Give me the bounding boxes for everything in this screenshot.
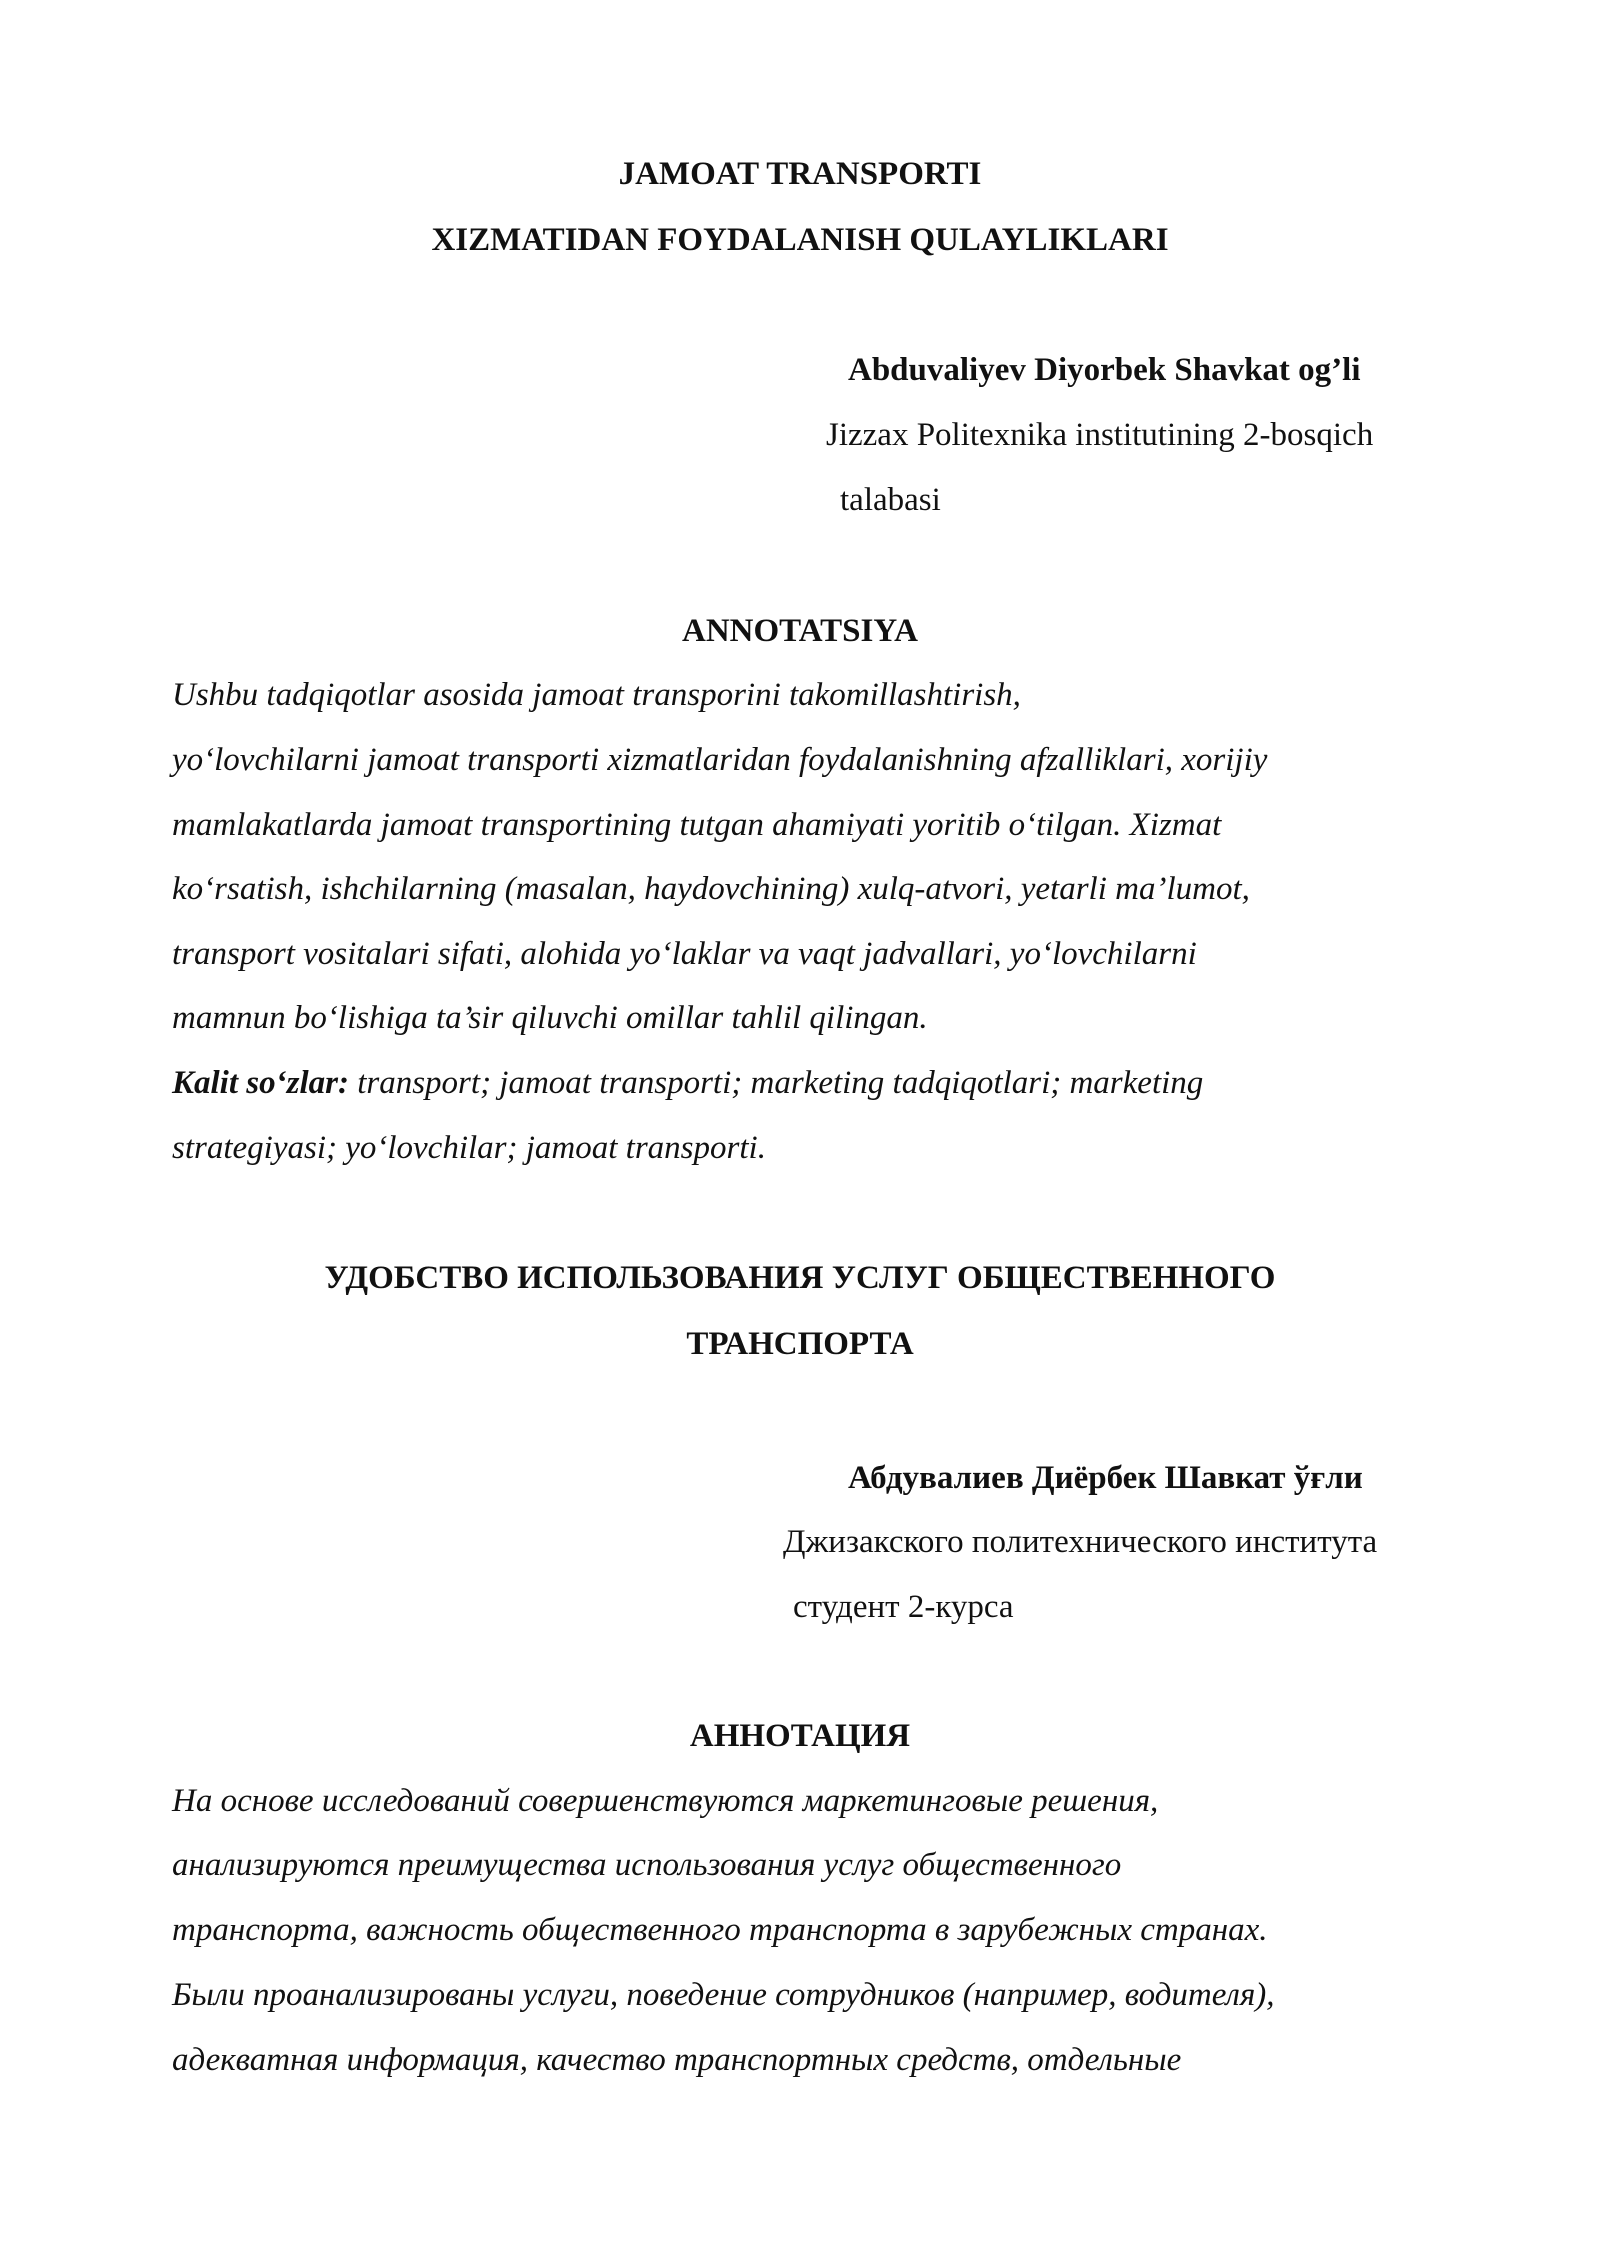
abstract-ru-line: Были проанализированы услуги, поведение сотрудников (например, водителя), (172, 1977, 1275, 2013)
keywords-label-uz: Kalit so‘zlar: (172, 1065, 349, 1101)
affiliation-uz-line-2: talabasi (840, 482, 941, 518)
keywords-uz-line-2: strategiyasi; yo‘lovchilar; jamoat transporti. (172, 1130, 766, 1166)
author-name-uz: Abduvaliyev Diyorbek Shavkat og’li (848, 352, 1361, 388)
title-ru-line-2: ТРАНСПОРТА (686, 1326, 914, 1362)
abstract-ru-line: адекватная информация, качество транспортных средств, отдельные (172, 2042, 1182, 2078)
abstract-uz-line: mamnun bo‘lishiga ta’sir qiluvchi omillar tahlil qilingan. (172, 1000, 928, 1036)
abstract-uz-line: mamlakatlarda jamoat transportining tutgan ahamiyati yoritib o‘tilgan. Xizmat (172, 807, 1222, 843)
title-uz-line-1: JAMOAT TRANSPORTI (618, 156, 982, 192)
affiliation-uz-line-1: Jizzax Politexnika institutining 2-bosqich (826, 417, 1374, 453)
keywords-uz-line-1 (172, 1063, 1203, 1103)
abstract-heading-uz: ANNOTATSIYA (682, 613, 918, 649)
abstract-uz-line: Ushbu tadqiqotlar asosida jamoat transporini takomillashtirish, (172, 677, 1021, 713)
keywords-uz-text: transport; jamoat transporti; marketing tadqiqotlari; marketing (348, 1065, 1204, 1101)
abstract-heading-ru: АННОТАЦИЯ (689, 1718, 911, 1754)
abstract-ru-line: транспорта, важность общественного транспорта в зарубежных странах. (172, 1912, 1268, 1948)
abstract-uz-line: ko‘rsatish, ishchilarning (masalan, haydovchining) xulq-atvori, yetarli ma’lumot, (172, 871, 1250, 907)
title-uz-line-2: XIZMATIDAN FOYDALANISH QULAYLIKLARI (431, 222, 1169, 258)
affiliation-ru-line-1: Джизакского политехнического института (783, 1524, 1378, 1560)
abstract-uz-line: transport vositalari sifati, alohida yo‘laklar va vaqt jadvallari, yo‘lovchilarni (172, 936, 1197, 972)
abstract-uz-line: yo‘lovchilarni jamoat transporti xizmatlaridan foydalanishning afzalliklari, xorijiy (172, 742, 1268, 778)
abstract-ru-line: анализируются преимущества использования услуг общественного (172, 1847, 1122, 1883)
title-ru-line-1: УДОБСТВО ИСПОЛЬЗОВАНИЯ УСЛУГ ОБЩЕСТВЕННОГО (324, 1260, 1276, 1296)
author-name-ru: Абдувалиев Диёрбек Шавкат ўғли (848, 1460, 1363, 1496)
abstract-ru-line: На основе исследований совершенствуются маркетинговые решения, (172, 1783, 1159, 1819)
affiliation-ru-line-2: студент 2-курса (793, 1589, 1014, 1625)
